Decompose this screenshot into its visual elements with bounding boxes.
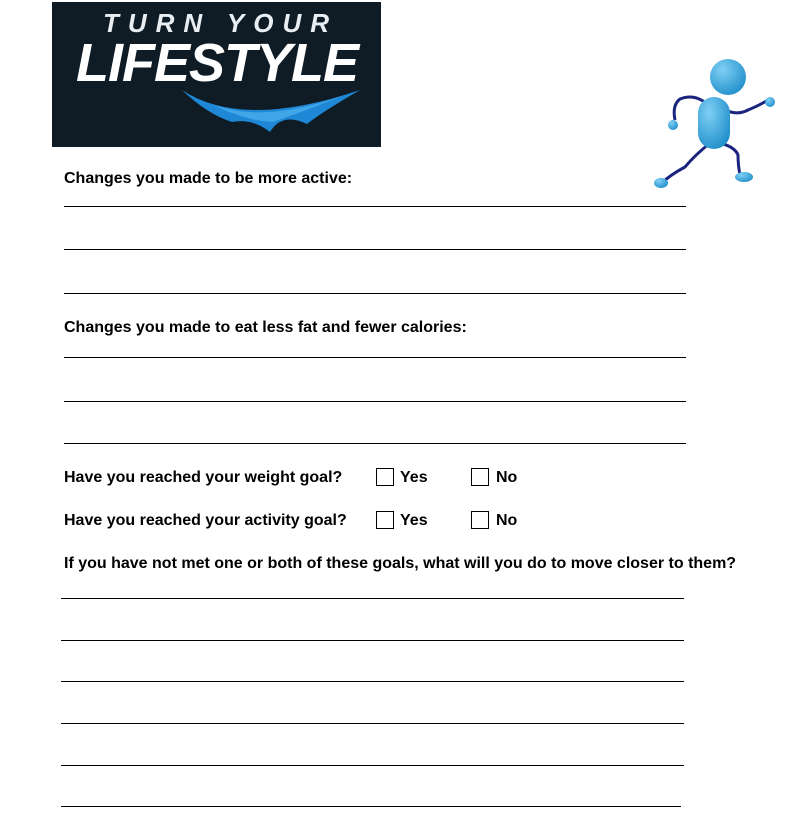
section-active-label: Changes you made to be more active:	[64, 170, 353, 187]
answer-line[interactable]	[64, 206, 686, 207]
activity-goal-question: Have you reached your activity goal?	[64, 512, 347, 529]
answer-line[interactable]	[64, 357, 686, 358]
answer-line[interactable]	[64, 401, 686, 402]
answer-line[interactable]	[64, 249, 686, 250]
answer-line[interactable]	[61, 640, 684, 641]
answer-line[interactable]	[61, 765, 684, 766]
answer-line[interactable]	[64, 443, 686, 444]
activity-goal-yes-checkbox[interactable]	[376, 511, 394, 529]
activity-goal-yes-label: Yes	[400, 512, 428, 529]
running-figure-icon	[650, 55, 780, 195]
logo-line-1: TURN YOUR	[102, 8, 339, 38]
weight-goal-yes-checkbox[interactable]	[376, 468, 394, 486]
weight-goal-yes-label: Yes	[400, 469, 428, 486]
answer-line[interactable]	[61, 681, 684, 682]
turn-your-lifestyle-logo	[52, 2, 381, 147]
activity-goal-no-checkbox[interactable]	[471, 511, 489, 529]
weight-goal-no-label: No	[496, 469, 518, 486]
answer-line[interactable]	[61, 723, 684, 724]
weight-goal-question: Have you reached your weight goal?	[64, 469, 343, 486]
logo-line-2: LIFESTYLE	[76, 33, 359, 93]
weight-goal-no-checkbox[interactable]	[471, 468, 489, 486]
swoosh-icon	[172, 82, 372, 134]
answer-line[interactable]	[64, 293, 686, 294]
section-diet-label: Changes you made to eat less fat and fewer calories:	[64, 319, 467, 336]
answer-line[interactable]	[61, 598, 684, 599]
answer-line[interactable]	[61, 806, 681, 807]
goals-followup-question: If you have not met one or both of these goals, what will you do to move closer to them?	[64, 555, 737, 572]
activity-goal-no-label: No	[496, 512, 518, 529]
